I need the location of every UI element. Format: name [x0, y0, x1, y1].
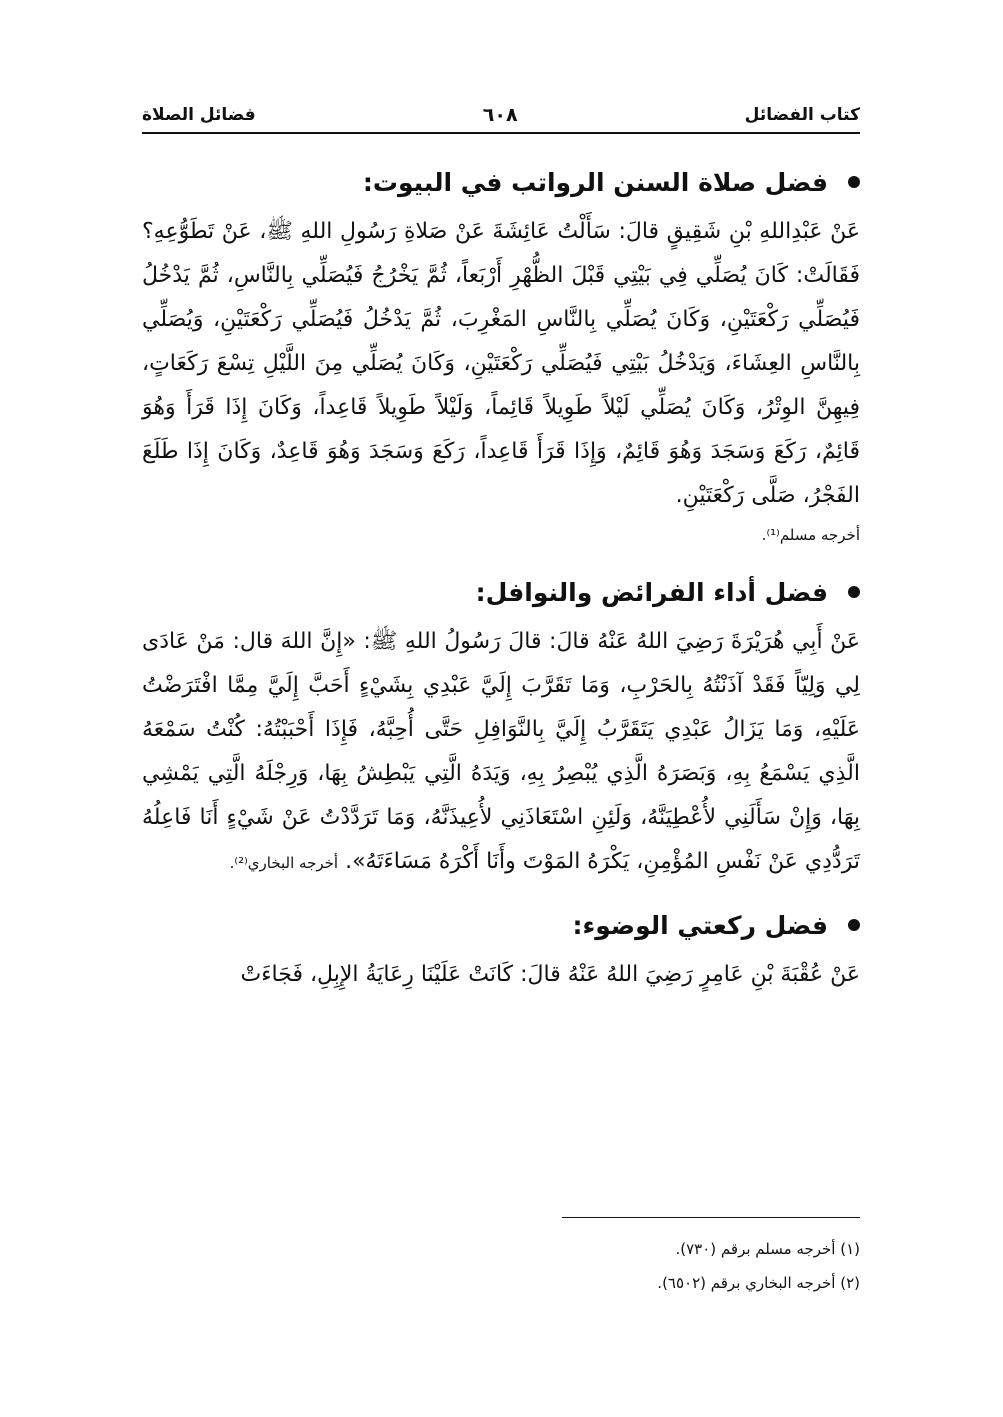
page-content: [142, 160, 860, 1015]
bullet-icon: [848, 586, 860, 598]
section-heading-text: فضل صلاة السنن الرواتب في البيوت:: [362, 167, 828, 197]
section-faraid-nawafil: [142, 570, 860, 885]
running-header: [142, 100, 860, 130]
bullet-icon: [848, 176, 860, 188]
section-rawatib-sunnah: [142, 160, 860, 552]
hadith-source: أخرجه مسلم⁽¹⁾.: [761, 526, 860, 544]
section-wudu-rakaat: [142, 903, 860, 997]
header-rule: [142, 132, 860, 134]
page-number: ٦٠٨: [482, 104, 518, 126]
footnote: (١) أخرجه مسلم برقم (٧٣٠).: [675, 1240, 860, 1258]
section-heading: [142, 160, 860, 204]
book-title: كتاب الفضائل: [744, 105, 860, 125]
hadith-text-body: عَنْ أَبِي هُرَيْرَةَ رَضِيَ اللهُ عَنْهُ قالَ: قالَ رَسُولُ اللهِ ﷺ: «إِنَّ اللهَ قال: مَنْ عَادَى لِي وَلِيّاً فَقَدْ آذَنْتُهُ بِالحَرْبِ، وَمَا تَقَرَّبَ إِلَيَّ عَبْدِي بِشَيْءٍ أَحَبَّ إِلَيَّ مِمَّا افْتَرَضْتُ عَلَيْهِ، وَمَا يَزَالُ عَبْدِي يَتَقَرَّبُ إِلَيَّ بِالنَّوَافِلِ حَتَّى أُحِبَّهُ، فَإِذَا أَحْبَبْتُهُ: كُنْتُ سَمْعَهُ الَّذِي يَسْمَعُ بِهِ، وَبَصَرَهُ الَّذِي يُبْصِرُ بِهِ، وَيَدَهُ الَّتِي يَبْطِشُ بِهَا، وَرِجْلَهُ الَّتِي يَمْشِي بِهَا، وَإِنْ سَأَلَنِي لأُعْطِيَنَّهُ، وَلَئِنِ اسْتَعَاذَنِي لأُعِيذَنَّهُ، وَمَا تَرَدَّدْتُ عَنْ شَيْءٍ أَنَا فَاعِلُهُ تَرَدُّدِي عَنْ نَفْسِ المُؤْمِنِ، يَكْرَهُ المَوْتَ وأَنَا أَكْرَهُ مَسَاءَتَهُ».: [142, 629, 860, 874]
hadith-source: أخرجه البخاري⁽²⁾.: [229, 854, 339, 872]
section-heading: [142, 903, 860, 947]
section-heading-text: فضل ركعتي الوضوء:: [572, 910, 828, 940]
hadith-text: عَنْ عَبْدِاللهِ بْنِ شَقِيقٍ قالَ: سَأَلْتُ عَائِشَةَ عَنْ صَلاةِ رَسُولِ اللهِ ﷺ، عَنْ تَطَوُّعِهِ؟ فَقَالَتْ: كَانَ يُصَلِّي فِي بَيْتِي قَبْلَ الظُّهْرِ أَرْبَعاً، ثُمَّ يَخْرُجُ فَيُصَلِّي بِالنَّاسِ، ثُمَّ يَدْخُلُ فَيُصَلِّي رَكْعَتَيْنِ، وَكَانَ يُصَلِّي بِالنَّاسِ المَغْرِبَ، ثُمَّ يَدْخُلُ فَيُصَلِّي رَكْعَتَيْنِ، وَيُصَلِّي بِالنَّاسِ العِشَاءَ، وَيَدْخُلُ بَيْتِي فَيُصَلِّي رَكْعَتَيْنِ، وَكَانَ يُصَلِّي مِنَ اللَّيْلِ تِسْعَ رَكَعَاتٍ، فِيهِنَّ الوِتْرُ، وَكَانَ يُصَلِّي لَيْلاً طَوِيلاً قَائِماً، وَلَيْلاً طَوِيلاً قَاعِداً، وَكَانَ إِذَا قَرَأَ وَهُوَ قَائِمٌ، رَكَعَ وَسَجَدَ وَهُوَ قَائِمٌ، وَإِذَا قَرَأَ قَاعِداً، رَكَعَ وَسَجَدَ وَهُوَ قَاعِدٌ، وَكَانَ إِذَا طَلَعَ الفَجْرُ، صَلَّى رَكْعَتَيْنِ.: [142, 219, 860, 508]
bullet-icon: [848, 919, 860, 931]
hadith-text: [142, 620, 860, 885]
footnote-rule: [562, 1217, 860, 1218]
footnote: (٢) أخرجه البخاري برقم (٦٥٠٢).: [657, 1274, 860, 1292]
footnotes: [142, 1232, 860, 1300]
section-heading-text: فضل أداء الفرائض والنوافل:: [475, 577, 828, 607]
chapter-title: فضائل الصلاة: [142, 105, 256, 125]
section-heading: [142, 570, 860, 614]
hadith-text: عَنْ عُقْبَةَ بْنِ عَامِرٍ رَضِيَ اللهُ عَنْهُ قالَ: كَانَتْ عَلَيْنَا رِعَايَةُ الإِبِلِ، فَجَاءَتْ: [240, 962, 860, 987]
